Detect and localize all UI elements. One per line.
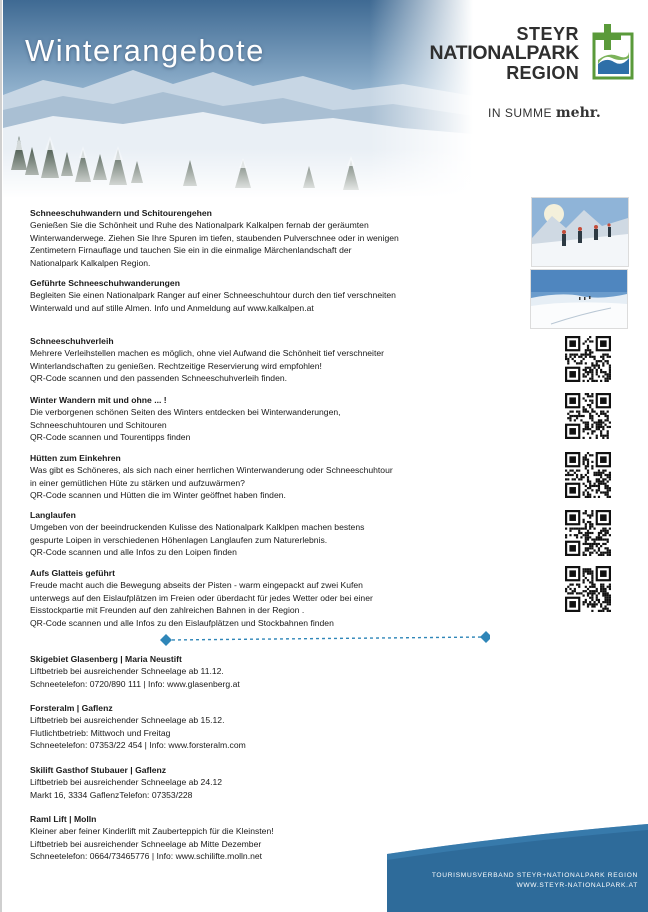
section-winter-wandern [30, 394, 480, 444]
section-heading: Geführte Schneeschuhwanderungen [30, 278, 180, 288]
section-text-line: Eisstockpartie mit Freunden auf den zahlreichen Bahnen in der Region . [30, 605, 305, 616]
section-heading: Winter Wandern mit und ohne ... ! [30, 395, 167, 405]
steyr-nationalpark-logo [398, 22, 638, 122]
logo-slogan [488, 105, 601, 121]
section-text-line: Begleiten Sie einen Nationalpark Ranger auf einer Schneeschuhtour durch den tief verschneiten [30, 290, 396, 301]
section-text-line: Umgeben von der beeindruckenden Kulisse des Nationalpark Kalklpen machen bestens [30, 522, 365, 533]
page-title: Winterangebote [25, 33, 265, 68]
section-text-line: Was gibt es Schöneres, als sich nach einer herrlichen Winterwanderung oder Schneeschuhtour [30, 465, 393, 476]
qr-code-glatteis[interactable] [565, 566, 611, 612]
section-text-line: Winterwanderwege. Ziehen Sie Ihre Spuren im tiefen, staubenden Pulverschnee oder in wenigen [30, 232, 399, 243]
lift-text-line: Schneetelefon: 0664/73465776 | Info: www.schilifte.molln.net [30, 851, 263, 862]
guided-tour-photo [530, 269, 628, 329]
section-text-line: QR-Code scannen und Tourentipps finden [30, 432, 191, 443]
qr-code-winterwandern[interactable] [565, 393, 611, 439]
section-heading: Aufs Glatteis geführt [30, 568, 115, 578]
logo-cross-icon [584, 24, 636, 82]
section-text-line: in einer gemütlichen Hüte zu stärken und aufzuwärmen? [30, 477, 245, 488]
lift-text-line: Schneetelefon: 0720/890 111 | Info: www.glasenberg.at [30, 678, 240, 689]
section-text-line: QR-Code scannen und Hütten die im Winter geöffnet haben finden. [30, 490, 286, 501]
lift-glasenberg [30, 653, 480, 690]
lift-text-line: Liftbetrieb bei ausreichender Schneelage ab Mitte Dezember [30, 838, 262, 849]
section-heading: Langlaufen [30, 510, 76, 520]
section-text-line: Nationalpark Kalkalpen Region. [30, 257, 151, 268]
section-langlaufen [30, 509, 480, 559]
section-text-line: unterwegs auf den Eislaufplätzen im Freien oder überdacht für jedes Wetter oder bei einer [30, 592, 373, 603]
section-text-line: Schneeschuhtouren und Schitouren [30, 419, 167, 430]
slogan-bold: mehr. [555, 105, 601, 121]
footer-contact [432, 871, 638, 891]
qr-code-schneeschuhverleih[interactable] [565, 336, 611, 382]
section-text-line: Winterlandschaften zu genießen. Rechtzeitige Reservierung wird empfohlen! [30, 360, 322, 371]
section-gefuehrte-schneeschuhwanderungen [30, 277, 480, 314]
dashed-divider [160, 630, 490, 646]
lift-forsteralm [30, 702, 480, 752]
section-text-line: Winterwald und auf stille Almen. Info und Anmeldung auf www.kalkalpen.at [30, 302, 314, 313]
section-text-line: QR-Code scannen und den passenden Schneeschuhverleih finden. [30, 373, 288, 384]
logo-line-nationalpark: NATIONALPARK [429, 42, 579, 64]
section-text-line: Freude macht auch die Bewegung abseits der Pisten - warm eingepackt auf zwei Kufen [30, 580, 363, 591]
footer-organisation: TOURISMUSVERBAND STEYR+NATIONALPARK REGION [431, 872, 638, 879]
lift-text-line: Liftbetrieb bei ausreichender Schneelage ab 15.12. [30, 715, 225, 726]
lift-heading: Skilift Gasthof Stubauer | Gaflenz [30, 765, 167, 775]
logo-line-region: REGION [506, 63, 579, 83]
snowshoe-hikers-illustration [532, 198, 628, 266]
lift-text-line: Markt 16, 3334 GaflenzTelefon: 07353/228 [30, 789, 193, 800]
logo-line-steyr: STEYR [516, 24, 579, 44]
qr-code-huetten[interactable] [565, 452, 611, 498]
section-text-line: gespurte Loipen in verschiedenen Höhenlagen Langlaufen zum Naturerlebnis. [30, 534, 328, 545]
section-huetten [30, 452, 480, 502]
section-text-line: Mehrere Verleihstellen machen es möglich, ohne viel Aufwand die Schönheit tief verschneiter [30, 348, 384, 359]
lift-text-line: Liftbetrieb bei ausreichender Schneelage ab 24.12 [30, 777, 223, 788]
section-text-line: QR-Code scannen und alle Infos zu den Eislaufplätzen und Stockbahnen finden [30, 617, 334, 628]
section-text-line: Zentimetern Firnauflage und tauchen Sie ein in die einmalige Märchenlandschaft der [30, 245, 352, 256]
lift-text-line: Schneetelefon: 07353/22 454 | Info: www.forsteralm.com [30, 740, 246, 751]
lift-heading: Skigebiet Glasenberg | Maria Neustift [30, 654, 182, 664]
page-left-rule [0, 0, 2, 912]
slogan-prefix: IN SUMME [488, 106, 552, 120]
lift-stubauer [30, 764, 480, 801]
qr-code-langlaufen[interactable] [565, 510, 611, 556]
section-heading: Schneeschuhverleih [30, 336, 114, 346]
section-text-line: QR-Code scannen und alle Infos zu den Loipen finden [30, 547, 237, 558]
section-heading: Schneeschuhwandern und Schitourengehen [30, 208, 212, 218]
section-heading: Hütten zum Einkehren [30, 453, 121, 463]
section-schneeschuhverleih [30, 335, 480, 385]
snowshoe-hikers-photo [531, 197, 629, 267]
section-text-line: Die verborgenen schönen Seiten des Winters entdecken bei Winterwanderungen, [30, 407, 341, 418]
lift-text-line: Kleiner aber feiner Kinderlift mit Zauberteppich für die Kleinsten! [30, 826, 274, 837]
snowfield-illustration [531, 270, 627, 328]
footer-band [387, 824, 648, 912]
lift-text-line: Flutlichtbetrieb: Mittwoch und Freitag [30, 727, 171, 738]
section-text-line: Genießen Sie die Schönheit und Ruhe des Nationalpark Kalkalpen fernab der geräumten [30, 220, 369, 231]
footer-website-link[interactable]: WWW.STEYR-NATIONALPARK.AT [516, 882, 638, 889]
lift-heading: Forsteralm | Gaflenz [30, 703, 113, 713]
divider-diamond-left-icon [160, 634, 172, 646]
section-glatteis [30, 567, 480, 629]
divider-diamond-right-icon [480, 631, 490, 643]
lift-heading: Raml Lift | Molln [30, 814, 97, 824]
section-schneeschuhwandern [30, 207, 480, 269]
lift-text-line: Liftbetrieb bei ausreichender Schneelage ab 11.12. [30, 666, 224, 677]
